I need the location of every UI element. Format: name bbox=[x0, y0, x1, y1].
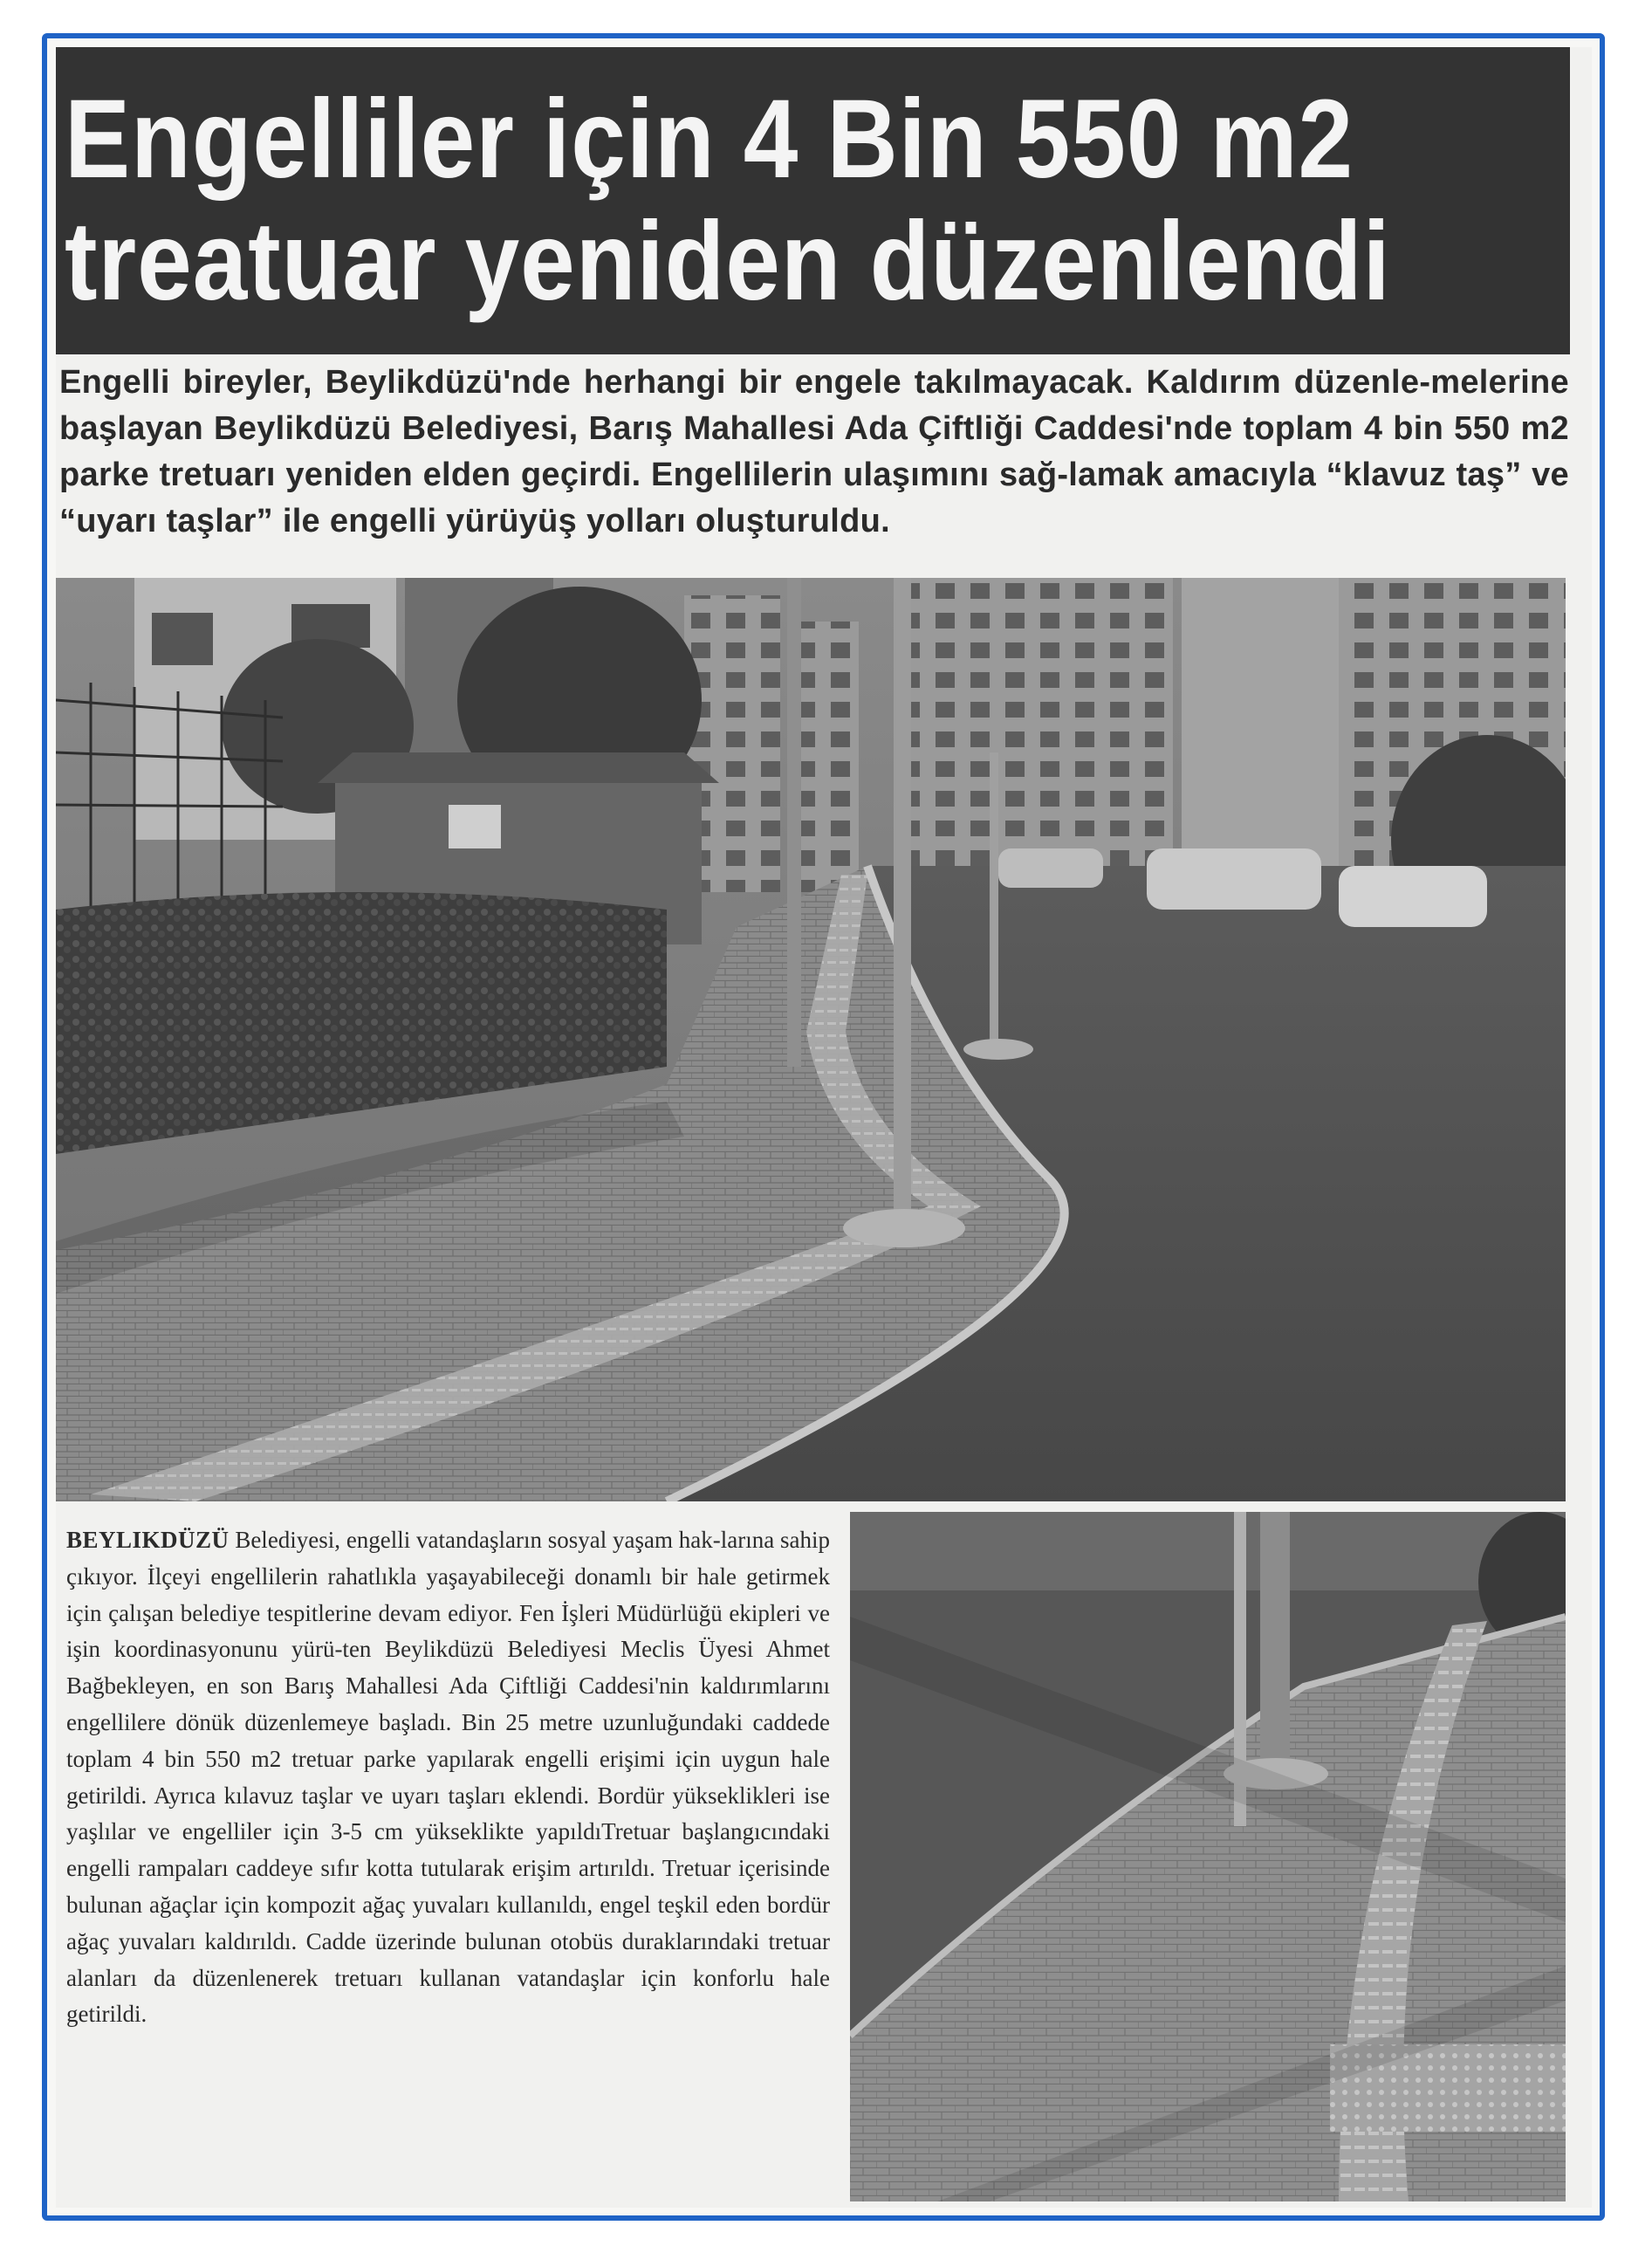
lead-paragraph: Engelli bireyler, Beylikdüzü'nde herhangi bir engele takılmayacak. Kaldırım düzenle-melerine başlayan Beylikdüzü Belediyesi, Barış Mahallesi Ada Çiftliği Caddesi'nde toplam 4 bin 550 m2 parke tretuarı yeniden elden geçirdi. Engellilerin ulaşımını sağ-lamak amacıyla “klavuz taş” ve “uyarı taşlar” ile engelli yürüyüş yolları oluşturuldu. bbox=[59, 364, 1569, 539]
clipping-frame bbox=[42, 33, 1605, 2221]
sidewalk-detail-graphic bbox=[850, 1512, 1566, 2201]
headline-line-2: treatuar yeniden düzenlendi bbox=[65, 199, 1391, 324]
newspaper-clipping bbox=[56, 47, 1592, 2208]
article-body-text: Belediyesi, engelli vatandaşların sosyal yaşam hak-larına sahip çıkıyor. İlçeyi engellilerin rahatlıkla yaşayabileceği donamlı bir hale getirmek için çalışan belediye tespitlerine devam ediyor. Fen İşleri Müdürlüğü ekipleri ve işin koordinasyonunu yürü-ten Beylikdüzü Belediyesi Meclis Üyesi Ahmet Bağbekleyen, en son Barış Mahallesi Ada Çiftliği Caddesi'nin kaldırımlarını engellilere dönük düzenlemeye başladı. Bin 25 metre uzunluğundaki caddede toplam 4 bin 550 m2 tretuar parke yapılarak engelli erişimi için uygun hale getirildi. Ayrıca kılavuz taşlar ve uyarı taşları eklendi. Bordür yükseklikleri ise yaşlılar ve engelliler için 3-5 cm yükseklikte yapıldıTretuar başlangıcındaki engelli rampaları caddeye sıfır kotta tutularak erişim artırıldı. Tretuar içerisinde bulunan ağaçlar için kompozit ağaç yuvaları kullanıldı, engel teşkil eden bordür ağaç yuvaları kaldırıldı. Cadde üzerinde bulunan otobüs duraklarındaki tretuar alanları da düzenlenerek tretuarı kullanan vatandaşlar için konforlu hale getirildi. bbox=[66, 1527, 830, 2028]
article-body-paragraph bbox=[66, 1522, 830, 2033]
article-lede-word: BEYLIKDÜZÜ bbox=[66, 1527, 230, 1553]
sidewalk-photo-graphic bbox=[56, 578, 1566, 1501]
headline-box bbox=[56, 47, 1570, 354]
sidewalk-photo-wide bbox=[56, 578, 1566, 1501]
article-body bbox=[66, 1522, 830, 2033]
headline-line-1: Engelliler için 4 Bin 550 m2 bbox=[65, 77, 1354, 202]
sidewalk-photo-detail bbox=[850, 1512, 1566, 2201]
